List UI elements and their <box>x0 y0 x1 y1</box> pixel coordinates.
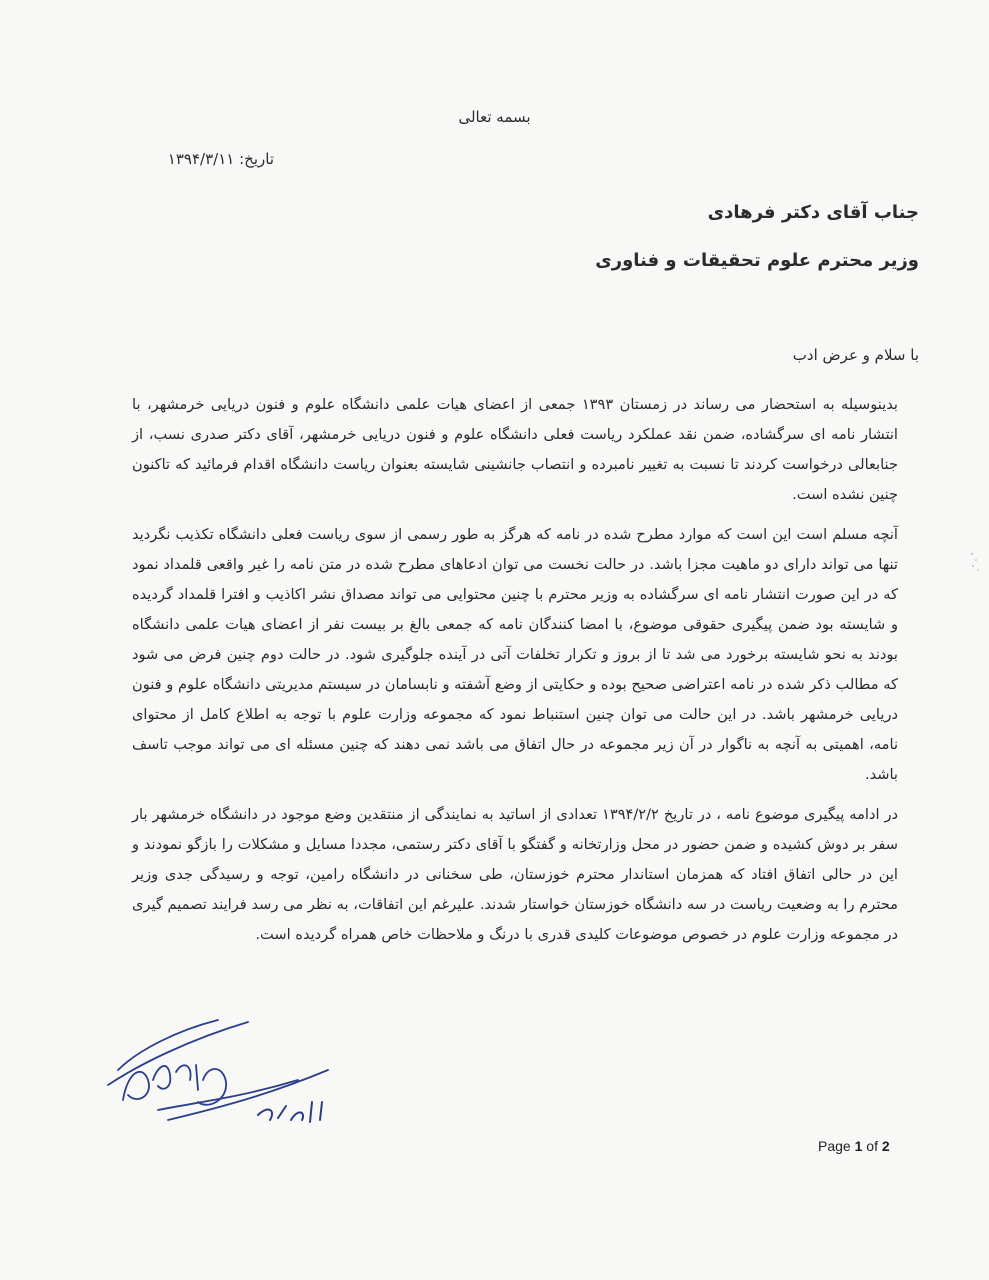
date-label: تاریخ: <box>239 150 274 168</box>
page-of: of <box>866 1138 878 1154</box>
greeting: با سلام و عرض ادب <box>792 346 919 364</box>
body-paragraph-1: بدینوسیله به استحضار می رساند در زمستان ۱۳۹۳ جمعی از اعضای هیات علمی دانشگاه علوم و فنون دریایی خرمشهر، با انتشار نامه ای سرگشاده، ضمن نقد عملکرد ریاست فعلی دانشگاه علوم و فنون دریایی خرمشهر، آقای دکتر صدری نسب، از جنابعالی درخواست کردند تا نسبت به تغییر نامبرده و انتصاب جانشینی شایسته بعنوان ریاست دانشگاه اقدام فرمائید که تاکنون چنین نشده است. <box>132 396 898 503</box>
page-word: Page <box>818 1138 851 1154</box>
date-line <box>168 150 274 168</box>
body-paragraph-3: در ادامه پیگیری موضوع نامه ، در تاریخ ۱۳۹۴/۲/۲ تعدادی از اساتید به نمایندگی از منتقدین وضع موجود در دانشگاه خرمشهر بار سفر بر دوش کشیده و ضمن حضور در محل وزارتخانه و گفتگو با آقای دکتر رستمی، مجددا مسایل و مشکلات را بازگو نمودند و این در حالی اتفاق افتاد که همزمان استاندار محترم خوزستان، طی سخنانی در دانشگاه رامین، توجه و رسیدگی جدی وزیر محترم را به وضعیت ریاست در سه دانشگاه خوزستان خواستار شدند. علیرغم این اتفاقات، به نظر می رسد فرایند تصمیم گیری در مجموعه وزارت علوم در خصوص موضوعات کلیدی قدری با درنگ و ملاحظات خاص همراه گردیده است. <box>132 806 899 943</box>
page-number <box>818 1138 890 1154</box>
recipient-name: جناب آقای دکتر فرهادی <box>707 202 919 223</box>
body-paragraph-2: آنچه مسلم است این است که موارد مطرح شده در نامه که هرگز به طور رسمی از سوی ریاست فعلی دانشگاه تکذیب نگردید تنها می تواند دارای دو ماهیت مجزا باشد. در حالت نخست می توان ادعاهای مطرح شده در متن نامه را غیر واقعی قلمداد نمود که در این صورت انتشار نامه ای سرگشاده به وزیر محترم با چنین محتوایی می تواند مصداق نشر اکاذیب و افترا قلمداد گردیده و شایسته بود ضمن پیگیری حقوقی موضوع، با امضا کنندگان نامه که جمعی بالغ بر بیست نفر از اعضای هیات علمی دانشگاه بودند به نحو شایسته برخورد می شد تا از بروز و تکرار تخلفات آتی در آینده جلوگیری شود. در حالت دوم چنین فرض می شود که مطالب ذکر شده در نامه اعتراضی صحیح بوده و حکایتی از وضع آشفته و نابسامان در سیستم مدیریتی دانشگاه علوم و فنون دریایی خرمشهر باشد. در این حالت می توان چنین استنباط نمود که مجموعه وزارت علوم با توجه به اطلاع کامل از محتوای نامه، اهمیتی به آنچه به ناگوار در آن زیر مجموعه در حال اتفاق می باشد نمی دهند که چنین مسئله ای می تواند موجب تاسف باشد. <box>132 526 898 783</box>
scan-speck-icon <box>966 548 986 578</box>
page-total: 2 <box>881 1138 890 1154</box>
recipient-title: وزیر محترم علوم تحقیقات و فناوری <box>595 250 919 271</box>
page-current: 1 <box>854 1138 863 1154</box>
letter-body <box>132 390 898 960</box>
letter-header: بسمه تعالی <box>458 108 531 126</box>
date-value: ۱۳۹۴/۳/۱۱ <box>167 150 235 168</box>
handwritten-signature-icon <box>98 1010 358 1140</box>
